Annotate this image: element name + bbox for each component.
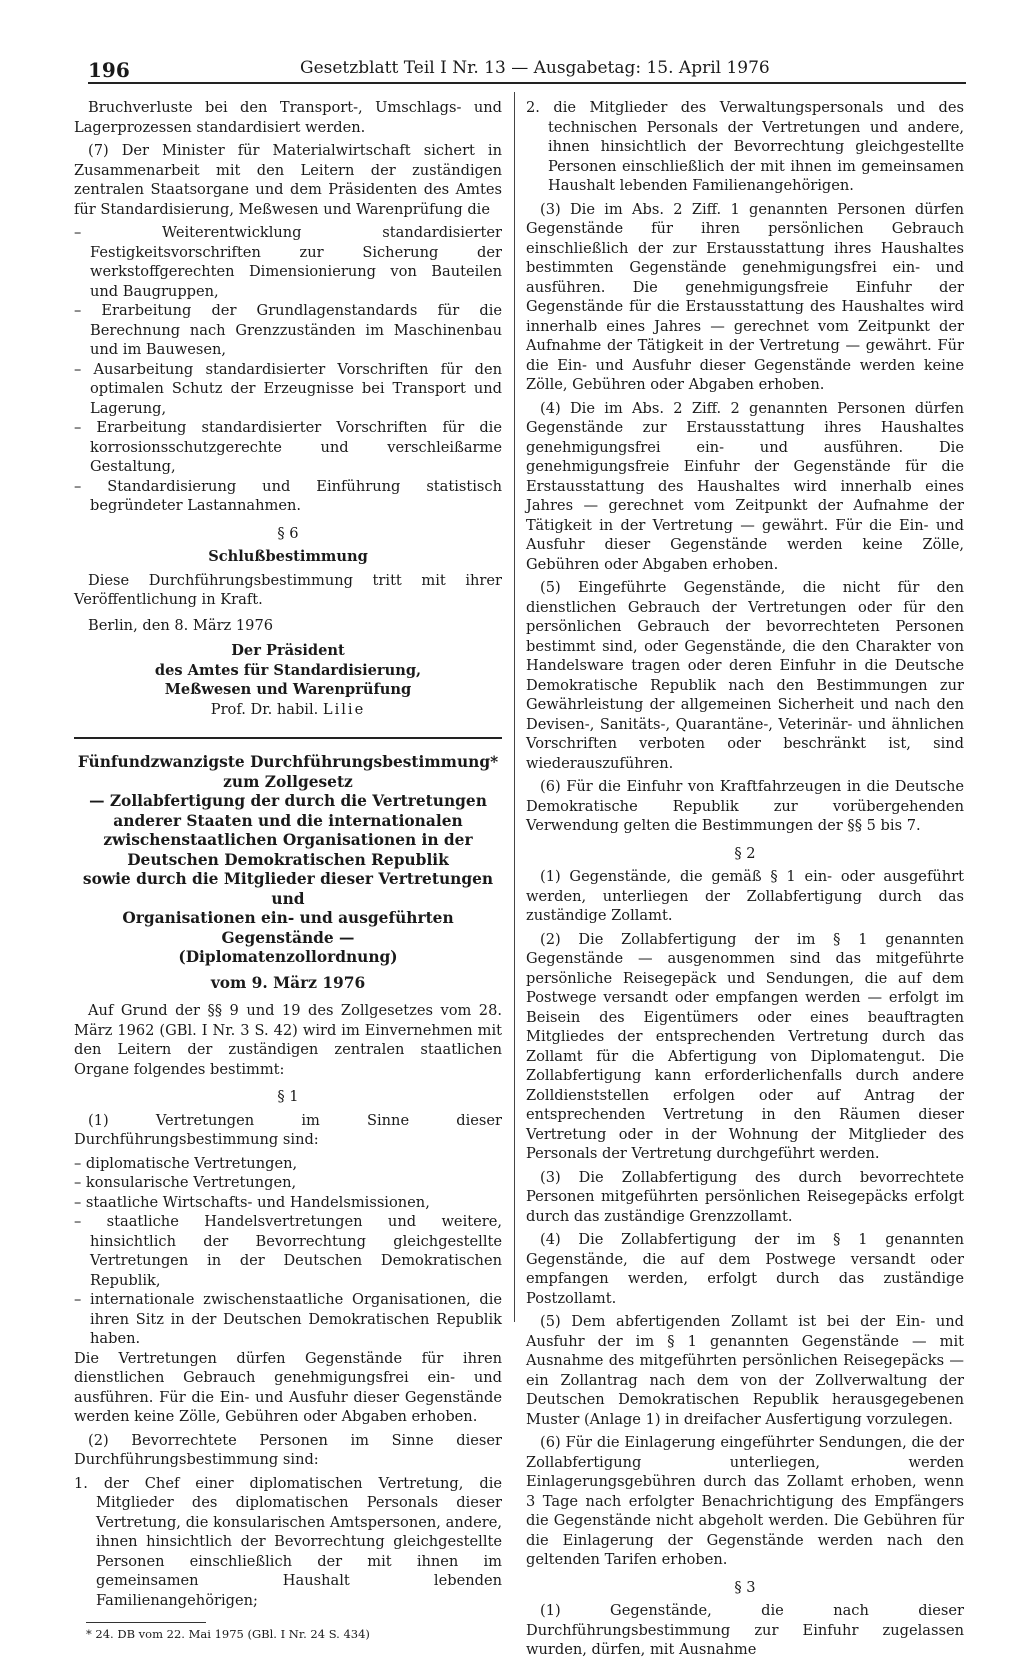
right-column bbox=[526, 98, 964, 1664]
footnote: * 24. DB vom 22. Mai 1975 (GBl. I Nr. 24 S. 434) bbox=[86, 1627, 370, 1641]
section-2-number: § 2 bbox=[734, 844, 756, 862]
signature-name-prefix: Prof. Dr. habil. bbox=[210, 700, 319, 718]
regulation-title bbox=[74, 753, 502, 993]
signature-name: Lilie bbox=[322, 700, 366, 718]
list-item: – Erarbeitung standardisierter Vorschriften für die korrosionsschutzgerechte und verschleißarme Gestaltung, bbox=[74, 419, 502, 475]
left-column bbox=[74, 98, 502, 1646]
section-1-paragraph-5: (5) Eingeführte Gegenstände, die nicht für den dienstlichen Gebrauch der Vertretungen oder für den persönlichen Gebrauch der bevorrechteten Personen bestimmt sind, oder Gegenstände, die den Charakter von Handelsware tragen oder deren Einfuhr in die Deutsche Demokratische Republik nach den Bestimmungen zur Gewährleistung der allgemeinen Sicherheit und nach den Devisen-, Sanitäts-, Quarantäne-, Veterinär- und ähnlichen Vorschriften verboten oder beschränkt ist, sind wiederauszuführen. bbox=[526, 579, 964, 772]
title-line: anderer Staaten und die internationalen bbox=[113, 811, 463, 830]
section-separator bbox=[74, 737, 502, 739]
title-line: sowie durch die Mitglieder dieser Vertretungen und bbox=[82, 870, 494, 908]
paragraph-7-list bbox=[74, 223, 502, 516]
numbered-item-2: 2. die Mitglieder des Verwaltungspersonals und des technischen Personals der Vertretungen und andere, ihnen hinsichtlich der Bevorrechtung gleichgestellte Personen einschließlich der mit ihnen im gemeinsamen Haushalt lebenden Familienangehörigen. bbox=[526, 99, 964, 194]
signature-block bbox=[74, 641, 502, 719]
title-line: Fünfundzwanzigste Durchführungsbestimmung* bbox=[77, 753, 499, 771]
list-item: – Ausarbeitung standardisierter Vorschriften für den optimalen Schutz der Erzeugnisse bei Transport und Lagerung, bbox=[74, 360, 502, 417]
section-1-paragraph-1-after: Die Vertretungen dürfen Gegenstände für ihren dienstlichen Gebrauch genehmigungsfrei ein- und ausführen. Für die Ein- und Ausfuhr dieser Gegenstände werden keine Zölle, Gebühren oder Abgaben erhoben. bbox=[74, 1349, 502, 1425]
signature-line: des Amtes für Standardisierung, bbox=[154, 661, 422, 679]
section-2-paragraph-3: (3) Die Zollabfertigung des durch bevorrechtete Personen mitgeführten persönlichen Reisegepäcks erfolgt durch das zuständige Grenzzollamt. bbox=[526, 1168, 964, 1225]
place-date: Berlin, den 8. März 1976 bbox=[88, 616, 274, 634]
section-1-paragraph-4: (4) Die im Abs. 2 Ziff. 2 genannten Personen dürfen Gegenstände zur Erstausstattung ihres Haushaltes genehmigungsfrei ein- und ausführen. Die genehmigungsfreie Einfuhr der Gegenstände für die Erstausstattung des Haushaltes wird innerhalb eines Jahres — gerechnet vom Zeitpunkt der Aufnahme der Tätigkeit in der Vertretung — gewährt. Für die Ein- und Ausfuhr dieser Gegenstände werden keine Zölle, Gebühren oder Abgaben erhoben. bbox=[526, 399, 964, 573]
section-2-paragraph-5: (5) Dem abfertigenden Zollamt ist bei der Ein- und Ausfuhr der im § 1 genannten Gegenstände — mit Ausnahme des mitgeführten persönlichen Reisegepäcks — ein Zollantrag nach dem von der Zollverwaltung der Deutschen Demokratischen Republik herausgegebenen Muster (Anlage 1) in dreifacher Ausfertigung vorzulegen. bbox=[526, 1313, 964, 1428]
section-1-paragraph-3: (3) Die im Abs. 2 Ziff. 1 genannten Personen dürfen Gegenstände für ihren persönlichen Gebrauch einschließlich der zur Erstausstattung ihres Haushaltes bestimmten Gegenstände genehmigungsfrei ein- und ausführen. Die genehmigungsfreie Einfuhr der Gegenstände für die Erstausstattung des Haushaltes wird innerhalb eines Jahres — gerechnet vom Zeitpunkt der Aufnahme der Tätigkeit in der Vertretung — gewährt. Für die Ein- und Ausfuhr dieser Gegenstände werden keine Zölle, Gebühren oder Abgaben erhoben. bbox=[526, 200, 964, 393]
section-1-number: § 1 bbox=[277, 1088, 299, 1105]
column-divider bbox=[514, 92, 515, 1322]
header-rule bbox=[88, 82, 966, 84]
title-date: vom 9. März 1976 bbox=[210, 973, 366, 992]
page-number: 196 bbox=[88, 58, 130, 82]
list-item: – Weiterentwicklung standardisierter Festigkeitsvorschriften zur Sicherung der werkstoffgerechten Dimensionierung von Bauteilen und Baugruppen, bbox=[74, 224, 502, 300]
section-2-paragraph-1: (1) Gegenstände, die gemäß § 1 ein- oder ausgeführt werden, unterliegen der Zollabfertigung durch das zuständige Zollamt. bbox=[526, 868, 964, 924]
continued-paragraph: Bruchverluste bei den Transport-, Umschlags- und Lagerprozessen standardisiert werden. bbox=[74, 99, 502, 136]
list-item: – staatliche Wirtschafts- und Handelsmissionen, bbox=[74, 1193, 430, 1211]
section-6-title: Schlußbestimmung bbox=[208, 548, 368, 565]
section-3-paragraph-1: (1) Gegenstände, die nach dieser Durchführungsbestimmung zur Einfuhr zugelassen wurden, dürfen, mit Ausnahme bbox=[526, 1602, 964, 1658]
representations-list bbox=[74, 1154, 502, 1349]
running-header: Gesetzblatt Teil I Nr. 13 — Ausgabetag: 15. April 1976 bbox=[300, 58, 770, 78]
title-line: (Diplomatenzollordnung) bbox=[178, 948, 398, 966]
section-1-paragraph-6: (6) Für die Einfuhr von Kraftfahrzeugen in die Deutsche Demokratische Republik zur vorübergehenden Verwendung gelten die Bestimmungen der §§ 5 bis 7. bbox=[526, 778, 964, 834]
preamble: Auf Grund der §§ 9 und 19 des Zollgesetzes vom 28. März 1962 (GBl. I Nr. 3 S. 42) wird im Einvernehmen mit den Leitern der zuständigen zentralen staatlichen Organe folgendes bestimmt: bbox=[74, 1002, 502, 1078]
list-item: – staatliche Handelsvertretungen und weitere, hinsichtlich der Bevorrechtung gleichgestellte Vertretungen in der Deutschen Demokratischen Republik, bbox=[74, 1213, 502, 1289]
section-6-number: § 6 bbox=[277, 524, 299, 542]
section-1-paragraph-1: (1) Vertretungen im Sinne dieser Durchführungsbestimmung sind: bbox=[74, 1111, 502, 1148]
section-3-number: § 3 bbox=[734, 1578, 756, 1596]
section-6-text: Diese Durchführungsbestimmung tritt mit ihrer Veröffentlichung in Kraft. bbox=[74, 571, 502, 608]
title-line: zwischenstaatlichen Organisationen in der bbox=[103, 831, 473, 849]
title-line: — Zollabfertigung der durch die Vertretungen bbox=[89, 792, 487, 810]
signature-line: Der Präsident bbox=[231, 642, 345, 659]
section-2-paragraph-4: (4) Die Zollabfertigung der im § 1 genannten Gegenstände, die auf dem Postwege versandt oder empfangen werden, erfolgt durch das zuständige Postzollamt. bbox=[526, 1231, 964, 1307]
section-2-paragraph-2: (2) Die Zollabfertigung der im § 1 genannten Gegenstände — ausgenommen sind das mitgeführte persönliche Reisegepäck und Sendungen, die auf dem Postwege versandt oder empfangen werden — erfolgt im Beisein des Eigentümers oder eines beauftragten Mitgliedes der entsprechenden Vertretung durch das Zollamt für die Abfertigung von Diplomatengut. Die Zollabfertigung kann erforderlichenfalls durch andere Zolldienststellen erfolgen oder auf Antrag der entsprechenden Vertretung in den Räumen dieser Vertretung oder in der Wohnung der Mitglieder des Personals der Vertretung durchgeführt werden. bbox=[526, 930, 964, 1162]
numbered-item-1: 1. der Chef einer diplomatischen Vertretung, die Mitglieder des diplomatischen Personals dieser Vertretung, die konsularischen Amtspersonen, andere, ihnen hinsichtlich der Bevorrechtung gleichgestellte Personen einschließlich der mit ihnen im gemeinsamen Haushalt lebenden Familienangehörigen; bbox=[74, 1474, 502, 1609]
signature-line: Meßwesen und Warenprüfung bbox=[164, 681, 412, 698]
paragraph-7: (7) Der Minister für Materialwirtschaft sichert in Zusammenarbeit mit den Leitern der zuständigen zentralen Staatsorgane und dem Präsidenten des Amtes für Standardisierung, Meßwesen und Warenprüfung die bbox=[74, 142, 502, 218]
footnote-rule bbox=[86, 1622, 206, 1623]
list-item: – konsularische Vertretungen, bbox=[74, 1174, 297, 1191]
title-line: Organisationen ein- und ausgeführten Gegenstände — bbox=[122, 909, 454, 947]
list-item: – Standardisierung und Einführung statistisch begründeter Lastannahmen. bbox=[74, 477, 502, 514]
list-item: – internationale zwischenstaatliche Organisationen, die ihren Sitz in der Deutschen Demokratischen Republik haben. bbox=[74, 1291, 502, 1347]
section-1-paragraph-2: (2) Bevorrechtete Personen im Sinne dieser Durchführungsbestimmung sind: bbox=[74, 1431, 502, 1468]
title-line: Deutschen Demokratischen Republik bbox=[127, 850, 449, 869]
section-2-paragraph-6: (6) Für die Einlagerung eingeführter Sendungen, die der Zollabfertigung unterliegen, werden Einlagerungsgebühren durch das Zollamt erhoben, wenn 3 Tage nach erfolgter Benachrichtigung des Empfängers die Gegenstände nicht abgeholt werden. Die Gebühren für die Einlagerung der Gegenstände werden nach den geltenden Tarifen erhoben. bbox=[526, 1434, 964, 1568]
list-item: – diplomatische Vertretungen, bbox=[74, 1154, 298, 1172]
list-item: – Erarbeitung der Grundlagenstandards für die Berechnung nach Grenzzuständen im Maschinenbau und im Bauwesen, bbox=[74, 302, 502, 358]
title-line: zum Zollgesetz bbox=[223, 772, 353, 791]
